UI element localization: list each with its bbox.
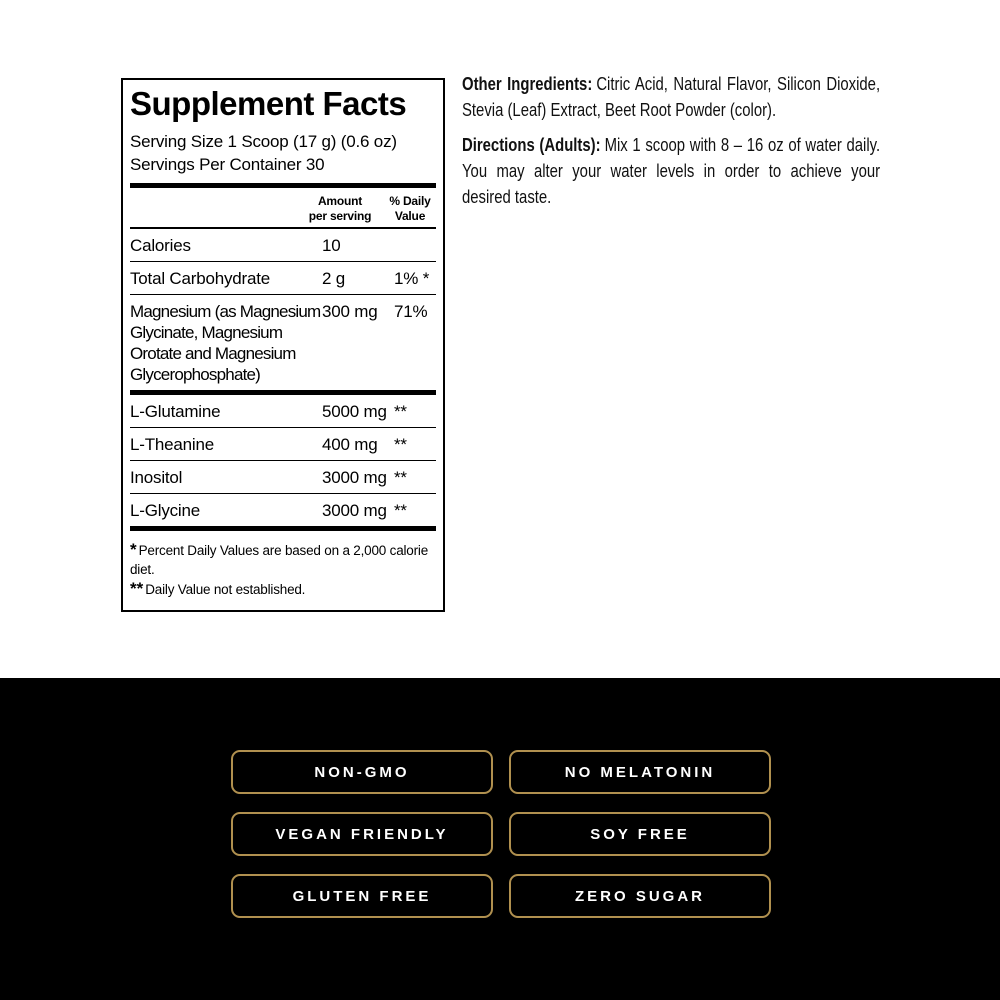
serving-size: Serving Size 1 Scoop (17 g) (0.6 oz)	[130, 132, 397, 151]
badge-label: NO MELATONIN	[564, 763, 716, 781]
dark-badges-section	[0, 678, 1000, 1000]
badge-label: SOY FREE	[590, 825, 690, 843]
badge-no-melatonin	[509, 750, 771, 794]
amount-header	[296, 194, 384, 224]
servings-per-container: Servings Per Container 30	[130, 155, 325, 174]
nutrient-name: L-Glutamine	[130, 402, 221, 421]
double-asterisk-mark: **	[130, 579, 144, 598]
other-ingredients-label: Other Ingredients:	[462, 73, 593, 94]
asterisk-mark: *	[130, 540, 137, 559]
nutrient-row-glycine	[130, 494, 436, 526]
nutrient-name: Total Carbohydrate	[130, 269, 271, 288]
badge-label: ZERO SUGAR	[574, 887, 705, 905]
footnote-text: Percent Daily Values are based on a 2,000 calorie diet.	[130, 543, 429, 577]
nutrient-row-calories	[130, 229, 436, 262]
badges-grid	[231, 750, 771, 918]
nutrient-row-inositol	[130, 461, 436, 494]
badge-zero-sugar	[509, 874, 771, 918]
badge-gluten-free	[231, 874, 493, 918]
nutrient-row-magnesium	[130, 295, 436, 390]
column-headers	[130, 188, 436, 227]
badge-label: NON-GMO	[314, 763, 410, 781]
other-ingredients-text: Citric Acid, Natural Flavor, Silicon Dioxide, Stevia (Leaf) Extract, Beet Root Powder (color).	[462, 73, 881, 120]
nutrient-amount: 3000 mg	[322, 468, 387, 487]
directions-paragraph	[462, 132, 880, 210]
footnote-daily-values	[130, 540, 436, 579]
nutrient-dv: **	[394, 468, 407, 487]
nutrient-amount: 3000 mg	[322, 501, 387, 520]
badge-label: VEGAN FRIENDLY	[275, 825, 449, 843]
nutrient-dv: 71%	[394, 302, 428, 321]
nutrient-name: Magnesium (as Magnesium Glycinate, Magnesium Orotate and Magnesium Glycerophosphate)	[130, 302, 321, 384]
supplement-facts-panel	[121, 78, 445, 612]
thick-rule	[130, 526, 436, 531]
badge-vegan-friendly	[231, 812, 493, 856]
badge-soy-free	[509, 812, 771, 856]
nutrient-dv: **	[394, 402, 407, 421]
dv-header-line2: Value	[394, 209, 426, 223]
badge-non-gmo	[231, 750, 493, 794]
amount-header-line2: per serving	[308, 209, 372, 223]
nutrient-dv: 1% *	[394, 269, 430, 288]
info-text-block	[462, 71, 880, 219]
nutrient-name: Calories	[130, 236, 191, 255]
directions-text: Mix 1 scoop with 8 – 16 oz of water daily. You may alter your water levels in order to achieve your desired taste.	[462, 134, 881, 207]
nutrient-amount: 300 mg	[322, 302, 378, 321]
nutrient-amount: 10	[322, 236, 341, 255]
nutrient-dv: **	[394, 501, 407, 520]
nutrient-row-glutamine	[130, 395, 436, 428]
header-spacer	[130, 194, 296, 224]
nutrient-amount: 2 g	[322, 269, 346, 288]
panel-title: Supplement Facts	[130, 85, 407, 122]
footnote-dv-not-established	[130, 579, 436, 599]
daily-value-header	[384, 194, 436, 224]
nutrient-dv: **	[394, 435, 407, 454]
nutrient-name: L-Theanine	[130, 435, 215, 454]
amount-header-line1: Amount	[317, 194, 363, 208]
footnote-text: Daily Value not established.	[145, 582, 306, 597]
nutrient-row-theanine	[130, 428, 436, 461]
dv-header-line1: % Daily	[389, 194, 431, 208]
nutrient-dv	[394, 235, 436, 256]
nutrient-row-carbohydrate	[130, 262, 436, 295]
footnotes	[130, 540, 436, 599]
directions-label: Directions (Adults):	[462, 134, 601, 155]
badge-label: GLUTEN FREE	[292, 887, 432, 905]
nutrient-name: Inositol	[130, 468, 183, 487]
nutrient-amount: 400 mg	[322, 435, 378, 454]
nutrient-amount: 5000 mg	[322, 402, 387, 421]
nutrient-name: L-Glycine	[130, 501, 201, 520]
other-ingredients-paragraph	[462, 71, 880, 123]
